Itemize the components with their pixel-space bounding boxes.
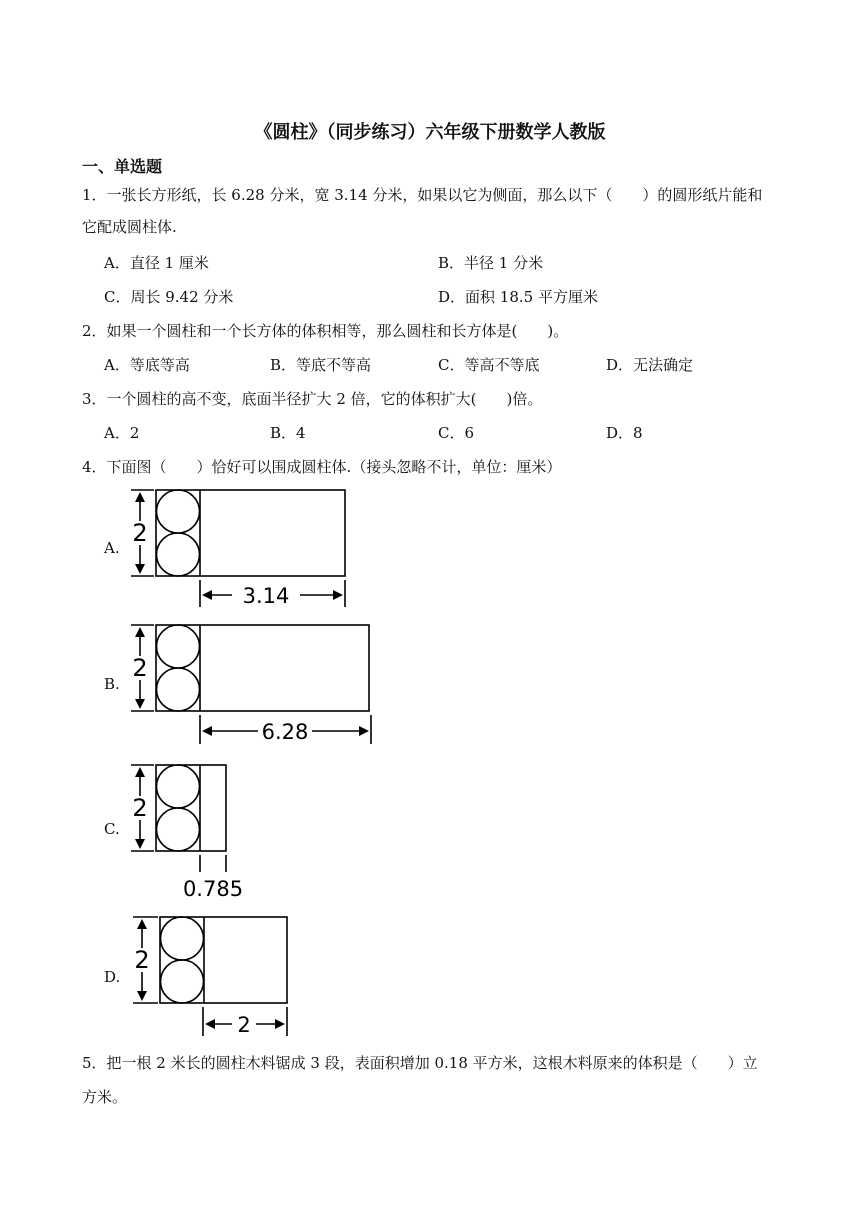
figure-a-height-label: 2 [132, 519, 148, 547]
question-5-stem-line-2: 方米。 [82, 1088, 128, 1106]
figure-a-circle-top [157, 490, 200, 533]
figure-a-circle-bottom [157, 533, 200, 576]
question-1-stem-line-2: 它配成圆柱体. [82, 218, 177, 236]
figure-d-circle-bottom [161, 960, 204, 1003]
page-title: 《圆柱》（同步练习）六年级下册数学人教版 [254, 122, 606, 143]
question-4-stem: 4．下面图（ ）恰好可以围成圆柱体.（接头忽略不计，单位：厘米） [82, 458, 562, 476]
figure-a-label: A. [104, 539, 120, 557]
question-1-option-a: A．直径 1 厘米 [104, 254, 209, 272]
figure-b-height-label: 2 [132, 654, 148, 682]
figure-b-circle-top [157, 625, 200, 668]
section-heading: 一、单选题 [82, 157, 163, 176]
question-3-stem: 3．一个圆柱的高不变，底面半径扩大 2 倍，它的体积扩大( )倍。 [82, 390, 543, 408]
figure-a-rectangle [156, 490, 345, 576]
question-2-option-b: B．等底不等高 [270, 356, 372, 374]
figure-d-net [120, 912, 320, 1037]
question-2-option-a: A．等底等高 [104, 356, 190, 374]
question-2-stem: 2．如果一个圆柱和一个长方体的体积相等，那么圆柱和长方体是( )。 [82, 322, 569, 340]
figure-c-rectangle [156, 765, 226, 851]
question-3-option-c: C．6 [438, 424, 475, 442]
figure-b-rectangle [156, 625, 369, 711]
question-2-option-c: C．等高不等底 [438, 356, 540, 374]
question-3-option-a: A．2 [104, 424, 140, 442]
question-1-option-b: B．半径 1 分米 [438, 254, 544, 272]
question-3-option-b: B．4 [270, 424, 306, 442]
figure-c-circle-top [157, 765, 200, 808]
figure-d-circle-top [161, 917, 204, 960]
figure-c-label: C. [104, 820, 120, 838]
figure-d-length-label: 2 [237, 1013, 251, 1037]
question-1-option-d: D．面积 18.5 平方厘米 [438, 288, 598, 306]
figure-b-length-label: 6.28 [261, 720, 309, 744]
figure-b-net [120, 620, 380, 745]
question-1-option-c: C．周长 9.42 分米 [104, 288, 234, 306]
figure-b-label: B. [104, 675, 120, 693]
figure-a-length-label: 3.14 [242, 584, 290, 608]
figure-a-net [120, 485, 360, 610]
figure-c-circle-bottom [157, 808, 200, 851]
figure-c-net [120, 760, 260, 905]
question-3-option-d: D．8 [606, 424, 643, 442]
figure-d-height-label: 2 [134, 946, 150, 974]
figure-d-label: D. [104, 968, 121, 986]
question-2-option-d: D．无法确定 [606, 356, 694, 374]
figure-c-height-label: 2 [132, 794, 148, 822]
figure-b-circle-bottom [157, 668, 200, 711]
question-5-stem-line-1: 5．把一根 2 米长的圆柱木料锯成 3 段，表面积增加 0.18 平方米，这根木料原来的体积是（ ）立 [82, 1054, 758, 1072]
question-1-stem-line-1: 1．一张长方形纸，长 6.28 分米，宽 3.14 分米，如果以它为侧面，那么以下（ ）的圆形纸片能和 [82, 186, 763, 204]
figure-c-length-label: 0.785 [182, 877, 244, 901]
